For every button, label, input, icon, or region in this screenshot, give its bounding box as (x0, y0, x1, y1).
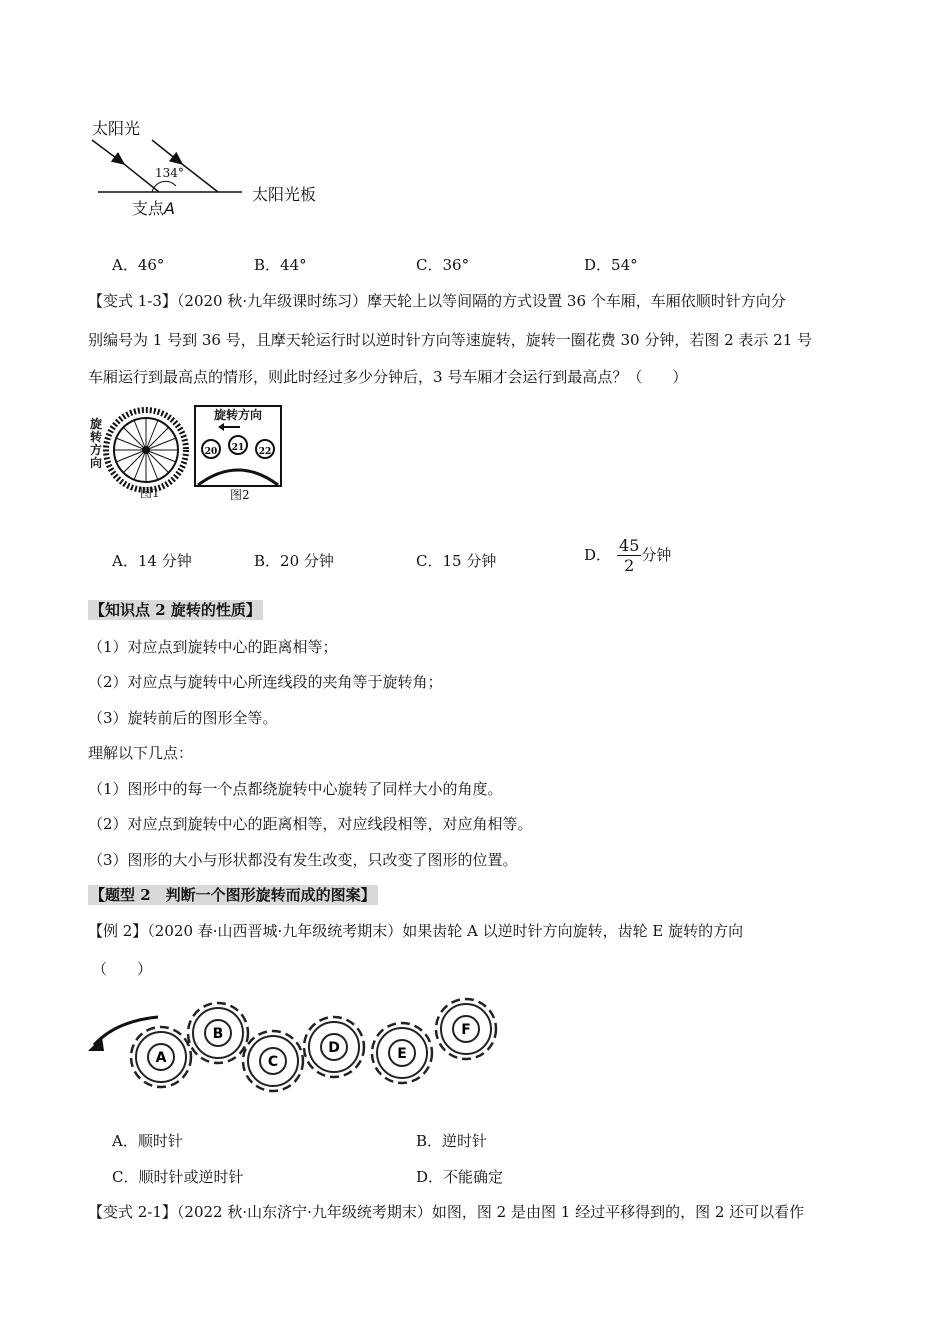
fig2-caption: 图2 (230, 488, 250, 502)
sunlight-label: 太阳光 (92, 119, 141, 138)
type2-title: 【题型 2 判断一个图形旋转而成的图案】 (90, 886, 376, 904)
pivot-label: 支点A (132, 199, 175, 218)
ferris-wheel-fig1 (100, 404, 192, 496)
kp2-understand-3: （3）图形的大小与形状都没有发生改变，只改变了图形的位置。 (88, 851, 518, 869)
gears-figure (86, 995, 516, 1095)
sun-option-d: D．54° (584, 256, 638, 274)
gear-a (131, 1027, 191, 1087)
angle-label: 134° (155, 166, 184, 180)
fig2-top-label: 旋转方向 (214, 408, 263, 422)
kp2-title: 【知识点 2 旋转的性质】 (90, 601, 261, 619)
svg-text:A: A (155, 1050, 167, 1066)
q13-option-d: D． $\frac{45}{2}$ 分钟 (584, 536, 672, 575)
gear-e (372, 1023, 432, 1083)
fig1-caption: 图1 (140, 486, 160, 500)
svg-text:B: B (212, 1026, 224, 1042)
kp2-point-2: （2）对应点与旋转中心所连线段的夹角等于旋转角； (88, 673, 443, 691)
kp2-understand-1: （1）图形中的每一个点都绕旋转中心旋转了同样大小的角度。 (88, 780, 503, 798)
car-20: 20 (204, 447, 218, 457)
angle-arc (152, 181, 176, 192)
kp2-point-3: （3）旋转前后的图形全等。 (88, 709, 278, 727)
q13-line-3: 车厢运行到最高点的情形，则此时经过多少分钟后，3 号车厢才会运行到最高点？（ ） (88, 368, 688, 386)
car-22: 22 (258, 447, 272, 457)
sun-option-b: B．44° (254, 256, 307, 274)
ex2-line-2: （ ） (92, 960, 153, 978)
svg-text:F: F (461, 1022, 471, 1038)
sun-option-c: C．36° (416, 256, 470, 274)
ex2-option-d: D．不能确定 (416, 1168, 504, 1186)
v21-line-1: 【变式 2-1】（2022 秋·山东济宁·九年级统考期末）如图，图 2 是由图 1 经过平移得到的，图 2 还可以看作 (88, 1203, 805, 1221)
q13-option-c: C．15 分钟 (416, 552, 497, 570)
gear-b (188, 1003, 248, 1063)
ex2-option-a: A．顺时针 (112, 1132, 183, 1150)
sun-ray-arrow-1 (92, 140, 124, 164)
kp2-understand-2: （2）对应点到旋转中心的距离相等，对应线段相等，对应角相等。 (88, 815, 533, 833)
svg-text:E: E (397, 1046, 407, 1062)
q13-line-1: 【变式 1-3】（2020 秋·九年级课时练习）摩天轮上以等间隔的方式设置 36 个车厢，车厢依顺时针方向分 (88, 292, 786, 310)
fig1-side-label: 旋转方向 (90, 417, 103, 470)
gear-d (304, 1017, 364, 1077)
pivot-var: A (164, 199, 175, 218)
panel-label: 太阳光板 (252, 185, 317, 204)
ex2-line-1: 【例 2】（2020 春·山西晋城·九年级统考期末）如果齿轮 A 以逆时针方向旋转，齿轮 E 旋转的方向 (88, 922, 744, 940)
q13-line-2: 别编号为 1 号到 36 号，且摩天轮运行时以逆时针方向等速旋转，旋转一圈花费 30 分钟，若图 2 表示 21 号 (88, 331, 813, 349)
ex2-option-c: C．顺时针或逆时针 (112, 1168, 244, 1186)
gear-f (436, 999, 496, 1059)
q13-option-a: A．14 分钟 (112, 552, 192, 570)
q13-option-b: B．20 分钟 (254, 552, 334, 570)
gear-c (243, 1031, 303, 1091)
sun-option-a: A．46° (112, 256, 165, 274)
sun-ray-2 (182, 164, 218, 192)
svg-text:D: D (328, 1040, 340, 1056)
kp2-understand: 理解以下几点： (88, 744, 194, 762)
kp2-point-1: （1）对应点到旋转中心的距离相等； (88, 638, 338, 656)
ex2-option-b: B．逆时针 (416, 1132, 488, 1150)
car-21: 21 (231, 443, 245, 453)
fraction-45-2: $\frac{45}{2}$ (619, 536, 640, 575)
sun-ray-arrow-2 (152, 140, 182, 164)
svg-text:C: C (267, 1054, 279, 1070)
